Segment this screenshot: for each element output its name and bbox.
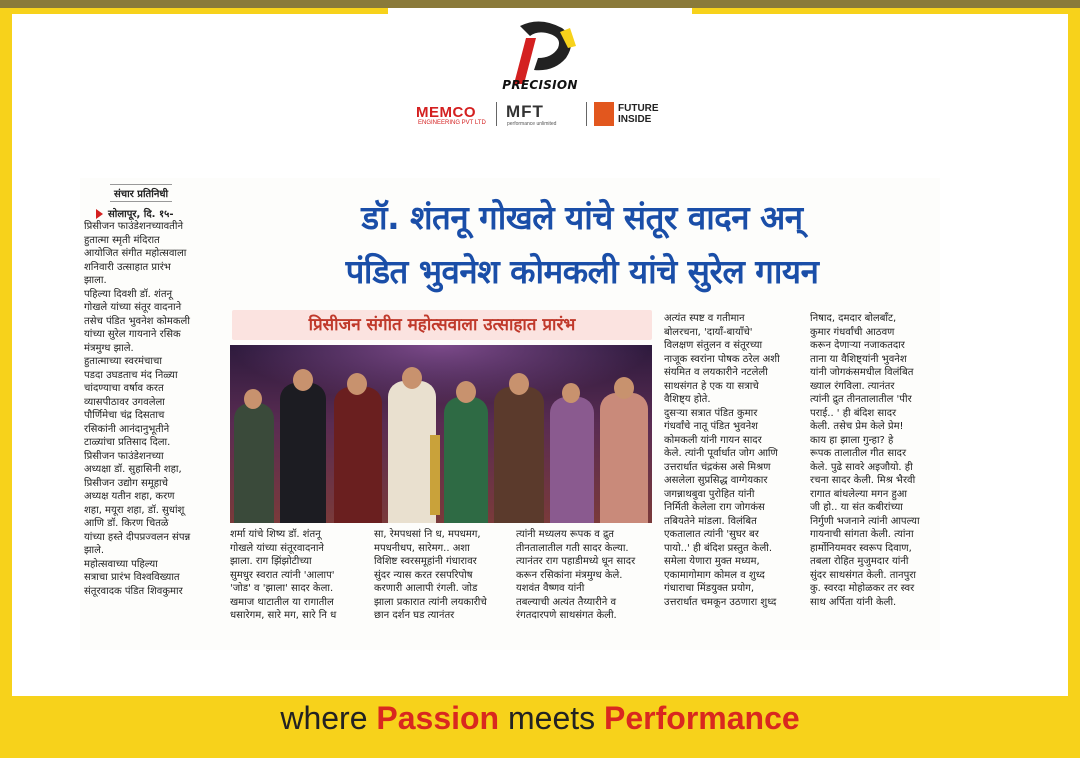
dateline: सोलापूर, दि. १५- (96, 206, 174, 220)
article-column-1: प्रिसीजन फाउंडेशनच्यावतीने हुतात्मा स्मृती मंदिरात आयोजित संगीत महोत्सवाला शनिवारी उत्साहात प्रारंभ झाला. पहिल्या दिवशी डॉ. शंतनू गोखले यांच्या संतूर वादनाने तसेच पंडित भुवनेश कोमकली यांच्या सुरेल गायनाने रसिक मंत्रमुग्ध झाले. हुतात्माच्या स्वरमंचाचा पडदा उघडताच मंद निळ्या चांदण्याचा वर्षाव करत व्यासपीठावर उगवलेला पौर्णिमेचा चंद्र दिसताच रसिकांनी आनंदानुभूतीने टाळ्यांचा प्रतिसाद दिला. प्रिसीजन फाउंडेशनच्या अध्यक्षा डॉ. सुहासिनी शहा, प्रिसीजन उद्योग समूहाचे अध्यक्ष यतीन शहा, करण शहा, मयूरा शहा, डॉ. सुधांशू आणि डॉ. किरण चितळे यांच्या हस्ते दीपप्रज्वलन संपन्न झाले. महोत्सवाच्या पहिल्या सत्राचा प्रारंभ विश्वविख्यात संतूरवादक पंडित शिवकुमार (84, 221, 191, 597)
tagline-passion: Passion (376, 700, 500, 736)
frame-notch (388, 8, 692, 16)
headline-line-2: पंडित भुवनेश कोमकली यांचे सुरेल गायन (345, 252, 819, 291)
memco-subtext: ENGINEERING PVT LTD (418, 120, 486, 126)
event-photo (230, 345, 652, 523)
article-column-2: शर्मा यांचे शिष्य डॉ. शंतनू गोखले यांच्या संतूरवादनाने झाला. राग झिंझोटीच्या सुमधुर स्वरात त्यांनी 'आलाप' 'जोड' व 'झाला' सादर केला. खमाज थाटातील या रागातील धसारेगम, सारे मग, सारे नि ध (230, 529, 337, 621)
headline-line-1: डॉ. शंतनू गोखले यांचे संतूर वादन अन् (361, 198, 803, 237)
future-inside-icon (594, 102, 614, 126)
tagline-part: where (280, 700, 377, 736)
memco-logo: MEMCO (416, 104, 476, 121)
partner-divider (496, 102, 497, 126)
future-inside-logo: FUTURE INSIDE (618, 103, 659, 125)
article-column-3: सा, रेमपधसां नि ध, मपधमग, मपधनीधप, सारेमग.. अशा विशिष्ट स्वरसमूहांनी गंधारावर सुंदर न्यास करत रसपरिपोष करणारी आलापी रंगली. जोड झाला प्रकारात त्यांनी लयकारीचे छान दर्शन घड त्यानंतर (374, 529, 487, 621)
tagline-performance: Performance (604, 700, 800, 736)
article-column-5: अत्यंत स्पष्ट व गतीमान बोलरचना, 'दायाँ-बायाँचे' विलक्षण संतुलन व संतूरच्या नाजूक स्वरांना पोषक ठरेल अशी संयमित व लयकारीने नटलेली साथसंगत हे एक या सत्राचे वैशिष्ट्य होते. दुसऱ्या सत्रात पंडित कुमार गंधर्वांचे नातू पंडित भुवनेश कोमकली यांनी गायन सादर केले. त्यांनी पूर्वार्धात जोग आणि उत्तरार्धात चंद्रकंस असे मिश्रण असलेला सुप्रसिद्ध वाग्गेयकार जगन्नाथबुवा पुरोहित यांनी निर्मिती केलेला राग जोगकंस तबियतेने मांडला. विलंबित एकतालात त्यांनी 'सुघर बर पायो..' ही बंदिश प्रस्तुत केली. समेला येणारा मुक्त मध्यम, एकामागोमाग कोमल व शुध्द गंधाराचा मिंडयुक्त प्रयोग, उत्तरार्धात चमकून उठणारा शुध्द (664, 313, 780, 608)
mft-subtext: performance unlimited (507, 121, 557, 127)
mft-logo: MFT (506, 102, 544, 121)
tagline-part: meets (499, 700, 605, 736)
top-bar (0, 0, 1080, 8)
lamp-icon (430, 435, 440, 515)
byline: संचार प्रतिनिधी (110, 184, 172, 202)
tagline (0, 700, 1080, 737)
subheadline: प्रिसीजन संगीत महोत्सवाला उत्साहात प्रारंभ (232, 310, 652, 340)
partner-divider (586, 102, 587, 126)
brand-name: PRECISION (502, 78, 578, 92)
article-column-6: निषाद, दमदार बोलबाँट, कुमार गंधर्वांची आठवण करून देणाऱ्या नजाकतदार ताना या वैशिष्ट्यांनी भुवनेश यांनी जोगकंसमधील विलंबित ख्याल रंगविला. त्यानंतर त्यांनी द्रुत तीनतालातील 'पीर पराई.. ' ही बंदिश सादर केली. तसेच प्रेम केले प्रेम! काय हा झाला गुन्हा? हे रूपक तालातील गीत सादर केले. पुढे सावरे अइजौयो. ही रचना सादर केली. मिश्र भैरवी रागात बांधलेल्या मगन हुआ जी हो.. या संत कबीरांच्या निर्गुणी भजनाने त्यांनी आपल्या गायनाची सांगता केली. त्यांना हार्मोनियमवर स्वरूप दिवाण, तबला रोहित मुजुमदार यांनी सुंदर साथसंगत केली. तानपुरा कु. स्वरदा मोहोळकर तर स्वर साथ अर्पिता यांनी केली. (810, 313, 920, 608)
article-column-4: त्यांनी मध्यलय रूपक व द्रुत तीनतालातील गती सादर केल्या. त्यानंतर राग पहाडीमध्ये धून सादर करून रसिकांना मंत्रमुग्ध केले. यशवंत वैष्णव यांनी तबल्याची अत्यंत तैय्यारीने व रंगतदारपणे साथसंगत केली. (516, 529, 636, 621)
partner-logos (414, 100, 674, 130)
